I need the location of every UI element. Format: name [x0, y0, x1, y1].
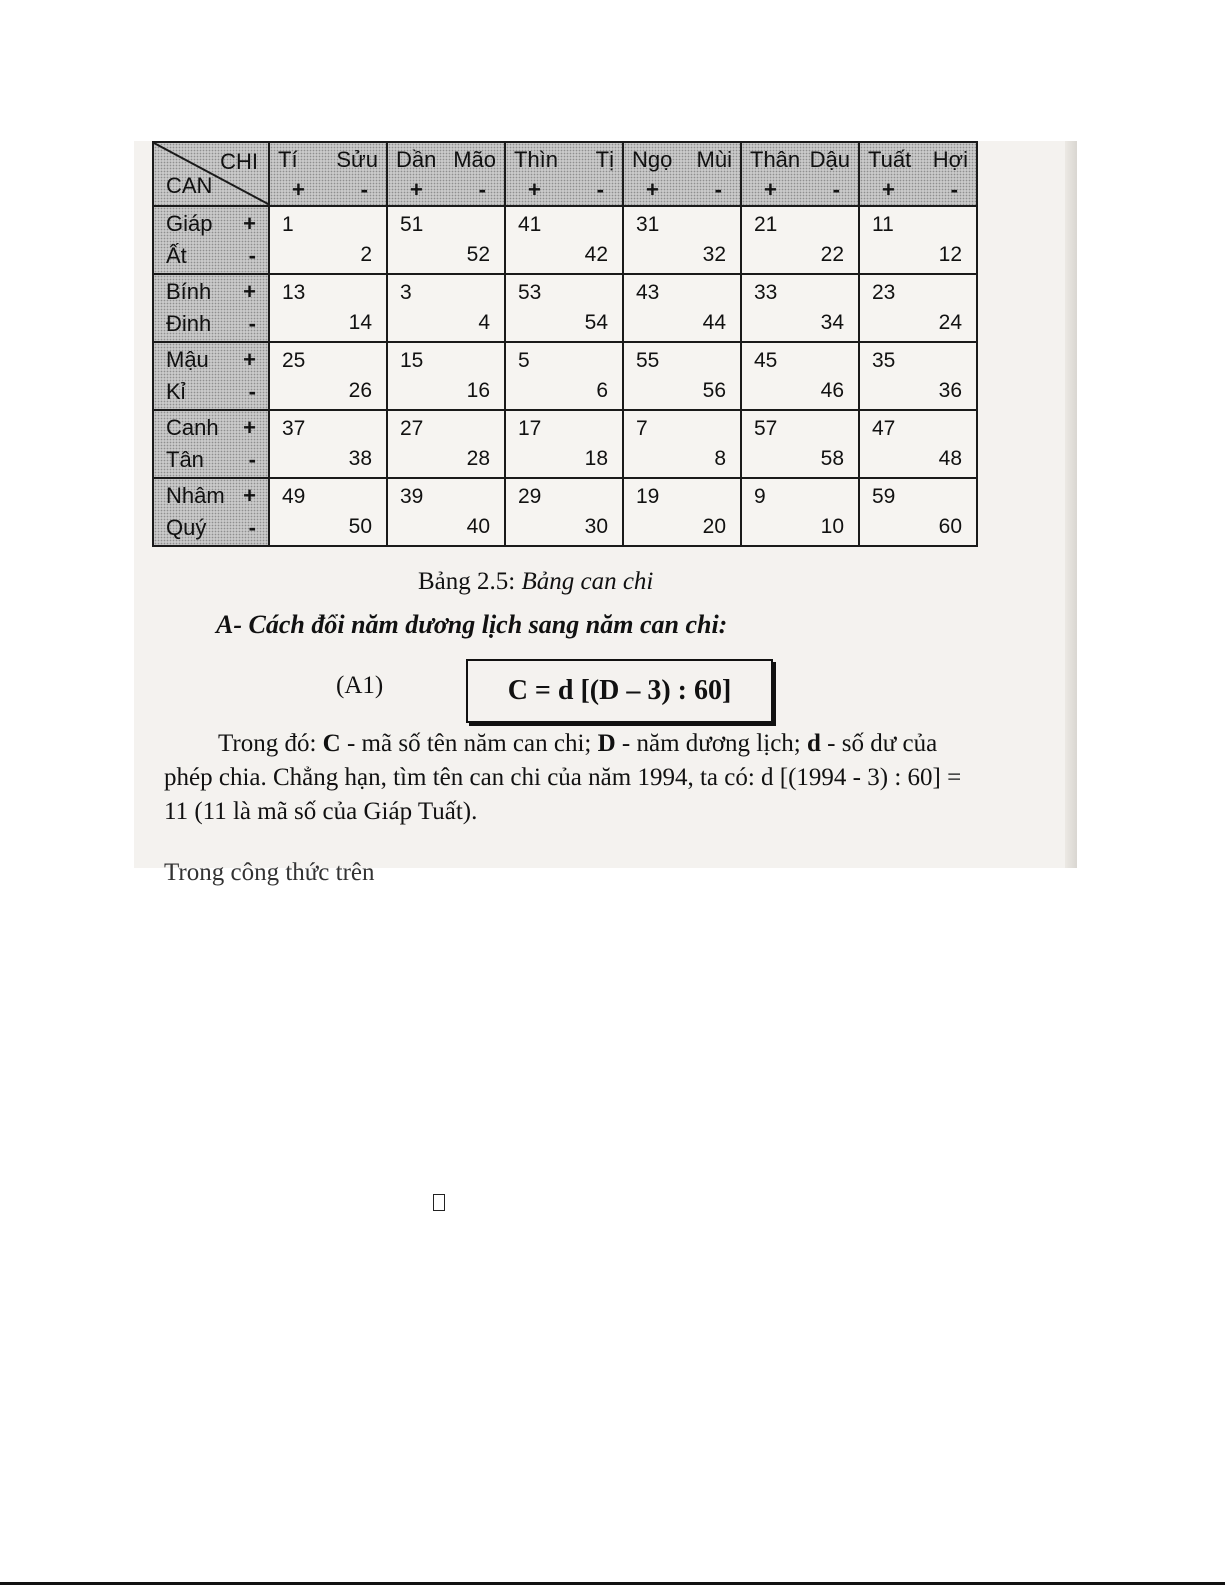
positive-code: 17 — [518, 417, 542, 440]
can-name: Canh — [166, 415, 219, 440]
chi-name: Dần — [396, 147, 437, 172]
symbol-d-capital: D — [597, 730, 616, 757]
can-name: Giáp — [166, 211, 213, 236]
can-name: Kỉ — [166, 379, 186, 404]
can-name: Nhâm — [166, 483, 225, 508]
chi-name: Tị — [595, 147, 614, 172]
code-cell — [859, 478, 977, 546]
can-label-cell — [153, 478, 269, 546]
minus-sign: - — [478, 177, 486, 202]
scanned-page-image — [134, 141, 1077, 886]
positive-code: 41 — [518, 213, 542, 236]
code-cell — [859, 410, 977, 478]
plus-sign: + — [882, 177, 895, 202]
negative-code: 10 — [820, 515, 844, 538]
positive-code: 39 — [400, 485, 424, 508]
code-cell — [623, 478, 741, 546]
negative-code: 14 — [348, 311, 372, 334]
positive-code: 37 — [282, 417, 306, 440]
code-cell — [741, 206, 859, 274]
minus-sign: - — [714, 177, 722, 202]
positive-code: 15 — [400, 349, 424, 372]
code-cell — [387, 206, 505, 274]
minus-sign: - — [596, 177, 604, 202]
section-title: A- Cách đổi năm dương lịch sang năm can chi: — [216, 610, 728, 639]
negative-code: 54 — [584, 311, 608, 334]
code-cell — [505, 410, 623, 478]
formula-label: (A1) — [336, 672, 384, 699]
positive-code: 51 — [400, 213, 424, 236]
chi-name: Sửu — [336, 147, 378, 172]
positive-code: 33 — [754, 281, 778, 304]
code-cell — [859, 342, 977, 410]
code-cell — [623, 410, 741, 478]
negative-code: 56 — [702, 379, 726, 402]
table-caption — [418, 568, 653, 596]
negative-code: 38 — [348, 447, 372, 470]
minus-sign: - — [248, 447, 256, 472]
code-cell — [387, 478, 505, 546]
positive-code: 53 — [518, 281, 542, 304]
positive-code: 5 — [518, 349, 530, 372]
negative-code: 34 — [820, 311, 844, 334]
table-body — [153, 206, 977, 546]
code-cell — [269, 478, 387, 546]
negative-code: 6 — [596, 379, 608, 402]
negative-code: 28 — [466, 447, 490, 470]
table-row — [153, 274, 977, 342]
cut-off-line — [164, 853, 464, 886]
table-header-row — [153, 142, 977, 206]
negative-code: 44 — [702, 311, 726, 334]
chi-name: Dậu — [809, 147, 850, 172]
can-name: Mậu — [166, 347, 209, 372]
code-cell — [387, 410, 505, 478]
code-cell — [269, 342, 387, 410]
negative-code: 8 — [714, 447, 726, 470]
can-label-cell — [153, 274, 269, 342]
code-cell — [741, 274, 859, 342]
chi-name: Thân — [750, 147, 801, 172]
negative-code: 2 — [360, 243, 372, 266]
positive-code: 59 — [872, 485, 896, 508]
negative-code: 18 — [584, 447, 608, 470]
corner-can-label: CAN — [166, 173, 213, 198]
table-row — [153, 410, 977, 478]
positive-code: 11 — [872, 213, 894, 236]
symbol-c: C — [322, 730, 341, 757]
negative-code: 52 — [466, 243, 490, 266]
negative-code: 30 — [584, 515, 608, 538]
negative-code: 48 — [938, 447, 962, 470]
positive-code: 1 — [282, 213, 294, 236]
plus-sign: + — [528, 177, 541, 202]
text-span: - số dư của phép chia. Chẳng hạn, tìm tên can chi của năm 1994, ta có: d [(1994 - 3) : 60] = 11 (11 là mã số của Giáp Tuất). — [164, 730, 962, 825]
code-cell — [269, 206, 387, 274]
positive-code: 21 — [754, 213, 778, 236]
header-cell — [741, 142, 859, 206]
can-name: Ất — [166, 243, 187, 268]
negative-code: 42 — [584, 243, 608, 266]
chi-name: Tí — [278, 147, 298, 172]
code-cell — [623, 274, 741, 342]
can-chi-table — [152, 141, 978, 547]
text-span: Trong đó: — [218, 730, 317, 757]
positive-code: 55 — [636, 349, 660, 372]
negative-code: 36 — [938, 379, 962, 402]
negative-code: 50 — [348, 515, 372, 538]
negative-code: 26 — [348, 379, 372, 402]
positive-code: 23 — [872, 281, 896, 304]
plus-sign: + — [243, 279, 256, 304]
table-row — [153, 206, 977, 274]
negative-code: 4 — [478, 311, 490, 334]
header-cell — [387, 142, 505, 206]
positive-code: 7 — [636, 417, 648, 440]
positive-code: 47 — [872, 417, 896, 440]
header-cell — [505, 142, 623, 206]
negative-code: 58 — [820, 447, 844, 470]
code-cell — [505, 342, 623, 410]
negative-code: 24 — [938, 311, 962, 334]
table-row — [153, 342, 977, 410]
minus-sign: - — [950, 177, 958, 202]
minus-sign: - — [248, 243, 256, 268]
plus-sign: + — [292, 177, 305, 202]
code-cell — [505, 478, 623, 546]
code-cell — [741, 410, 859, 478]
positive-code: 43 — [636, 281, 660, 304]
negative-code: 22 — [820, 243, 844, 266]
plus-sign: + — [243, 483, 256, 508]
code-cell — [505, 206, 623, 274]
negative-code: 16 — [466, 379, 490, 402]
caption-prefix: Bảng 2.5: — [418, 568, 516, 595]
can-name: Tân — [166, 447, 204, 472]
negative-code: 20 — [702, 515, 726, 538]
positive-code: 27 — [400, 417, 424, 440]
header-cell — [269, 142, 387, 206]
plus-sign: + — [243, 347, 256, 372]
can-name: Bính — [166, 279, 212, 304]
minus-sign: - — [248, 379, 256, 404]
text-span: - năm dương lịch; — [621, 730, 801, 757]
can-name: Đinh — [166, 311, 212, 336]
positive-code: 9 — [754, 485, 766, 508]
positive-code: 45 — [754, 349, 778, 372]
code-cell — [269, 410, 387, 478]
chi-name: Ngọ — [632, 147, 673, 172]
negative-code: 60 — [938, 515, 962, 538]
code-cell — [387, 274, 505, 342]
corner-header-cell — [153, 142, 269, 206]
chi-name: Mùi — [696, 147, 732, 172]
minus-sign: - — [248, 311, 256, 336]
positive-code: 35 — [872, 349, 896, 372]
code-cell — [859, 274, 977, 342]
code-cell — [741, 478, 859, 546]
cut-off-text: Trong công thức trên — [164, 859, 375, 886]
positive-code: 13 — [282, 281, 306, 304]
formula-box: C = d [(D – 3) : 60] — [466, 659, 773, 723]
negative-code: 40 — [466, 515, 490, 538]
positive-code: 29 — [518, 485, 542, 508]
text-span: - mã số tên năm can chi; — [346, 730, 592, 757]
code-cell — [623, 206, 741, 274]
chi-name: Hợi — [932, 147, 968, 172]
plus-sign: + — [410, 177, 423, 202]
code-cell — [387, 342, 505, 410]
positive-code: 25 — [282, 349, 306, 372]
code-cell — [741, 342, 859, 410]
positive-code: 3 — [400, 281, 412, 304]
minus-sign: - — [248, 515, 256, 540]
positive-code: 49 — [282, 485, 306, 508]
symbol-d-lower: d — [807, 730, 821, 757]
code-cell — [505, 274, 623, 342]
minus-sign: - — [360, 177, 368, 202]
negative-code: 12 — [938, 243, 962, 266]
positive-code: 57 — [754, 417, 778, 440]
can-name: Quý — [166, 515, 207, 540]
corner-chi-label: CHI — [220, 149, 258, 174]
negative-code: 32 — [702, 243, 726, 266]
caption-title: Bảng can chi — [521, 568, 654, 595]
positive-code: 31 — [636, 213, 660, 236]
negative-code: 46 — [820, 379, 844, 402]
chi-name: Mão — [453, 147, 496, 172]
can-label-cell — [153, 342, 269, 410]
minus-sign: - — [832, 177, 840, 202]
code-cell — [859, 206, 977, 274]
chi-name: Thìn — [514, 147, 559, 172]
table-row — [153, 478, 977, 546]
explanation-paragraph — [164, 727, 969, 829]
can-label-cell — [153, 206, 269, 274]
header-cell — [859, 142, 977, 206]
plus-sign: + — [764, 177, 777, 202]
header-cell — [623, 142, 741, 206]
chi-name: Tuất — [868, 147, 912, 172]
missing-glyph-box — [433, 1194, 445, 1211]
plus-sign: + — [243, 211, 256, 236]
plus-sign: + — [243, 415, 256, 440]
code-cell — [623, 342, 741, 410]
positive-code: 19 — [636, 485, 660, 508]
plus-sign: + — [646, 177, 659, 202]
code-cell — [269, 274, 387, 342]
can-label-cell — [153, 410, 269, 478]
